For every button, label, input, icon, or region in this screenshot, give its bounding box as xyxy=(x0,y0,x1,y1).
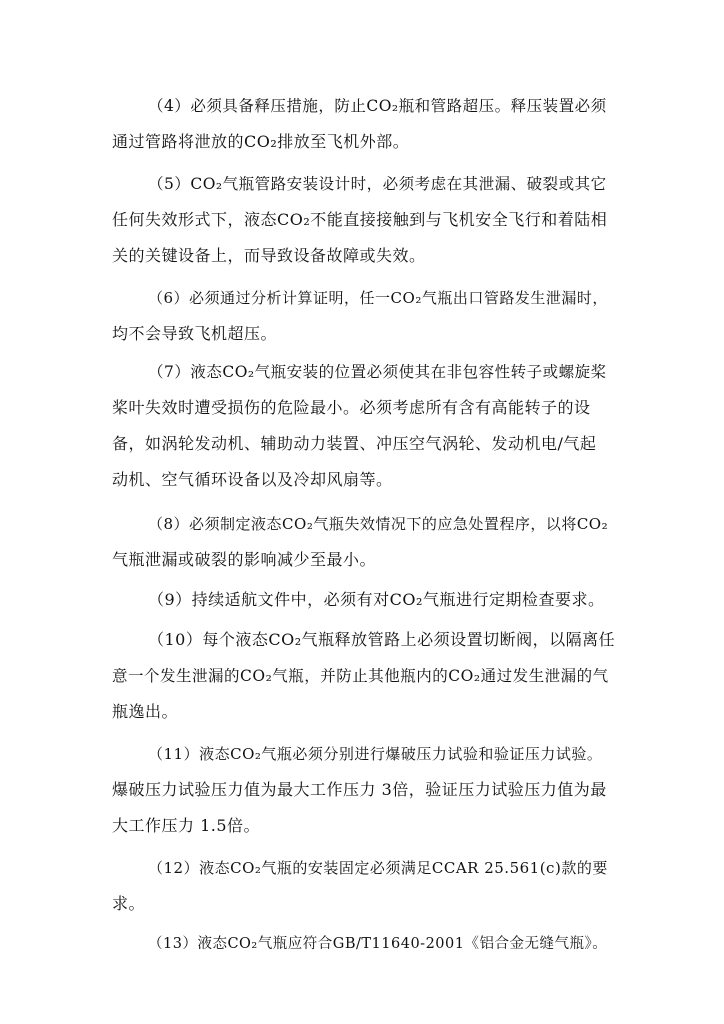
paragraph-line: （6）必须通过分析计算证明，任一CO₂气瓶出口管路发生泄漏时， xyxy=(148,289,608,307)
paragraph-line: （4）必须具备释压措施，防止CO₂瓶和管路超压。释压装置必须 xyxy=(148,97,607,115)
paragraph-line: （11）液态CO₂气瓶必须分别进行爆破压力试验和验证压力试验。 xyxy=(148,745,603,763)
paragraph-line: 动机、空气循环设备以及冷却风扇等。 xyxy=(112,470,393,489)
paragraph-line: 气瓶泄漏或破裂的影响减少至最小。 xyxy=(112,550,377,569)
paragraph-line: 通过管路将泄放的CO₂排放至飞机外部。 xyxy=(112,132,410,151)
paragraph-9 xyxy=(112,582,615,618)
paragraph-line: 备，如涡轮发动机、辅助动力装置、冲压空气涡轮、发动机电/气起 xyxy=(112,434,597,453)
paragraph-11 xyxy=(112,736,615,844)
paragraph-7 xyxy=(112,354,615,498)
paragraph-line: （7）液态CO₂气瓶安装的位置必须使其在非包容性转子或螺旋桨 xyxy=(148,363,607,381)
paragraph-line: 均不会导致飞机超压。 xyxy=(112,324,278,343)
paragraph-5 xyxy=(112,166,615,274)
paragraph-line: （9）持续适航文件中，必须有对CO₂气瓶进行定期检查要求。 xyxy=(148,590,605,609)
paragraph-10 xyxy=(112,622,615,730)
paragraph-4 xyxy=(112,88,615,160)
paragraph-line: 关的关键设备上，而导致设备故障或失效。 xyxy=(112,246,426,265)
paragraph-line: 大工作压力 1.5倍。 xyxy=(112,816,261,835)
paragraph-6 xyxy=(112,280,615,352)
paragraph-line: 爆破压力试验压力值为最大工作压力 3倍，验证压力试验压力值为最 xyxy=(112,780,607,799)
paragraph-line: （13）液态CO₂气瓶应符合GB/T11640-2001《铝合金无缝气瓶》。 xyxy=(148,936,608,952)
paragraph-line: （10）每个液态CO₂气瓶释放管路上必须设置切断阀，以隔离任 xyxy=(148,630,616,649)
paragraph-line: 意一个发生泄漏的CO₂气瓶，并防止其他瓶内的CO₂通过发生泄漏的气 xyxy=(112,667,609,685)
paragraph-12 xyxy=(112,850,615,922)
paragraph-line: 瓶逸出。 xyxy=(112,702,179,721)
paragraph-8 xyxy=(112,506,615,578)
paragraph-line: 求。 xyxy=(112,894,146,913)
paragraph-line: 桨叶失效时遭受损伤的危险最小。必须考虑所有含有高能转子的设 xyxy=(112,398,591,417)
paragraph-line: （12）液态CO₂气瓶的安装固定必须满足CCAR 25.561(c)款的要 xyxy=(148,859,608,877)
paragraph-13 xyxy=(112,926,615,962)
paragraph-line: （8）必须制定液态CO₂气瓶失效情况下的应急处置程序，以将CO₂ xyxy=(148,515,609,533)
paragraph-line: 任何失效形式下，液态CO₂不能直接接触到与飞机安全飞行和着陆相 xyxy=(112,210,608,229)
paragraph-line: （5）CO₂气瓶管路安装设计时，必须考虑在其泄漏、破裂或其它 xyxy=(148,175,607,193)
